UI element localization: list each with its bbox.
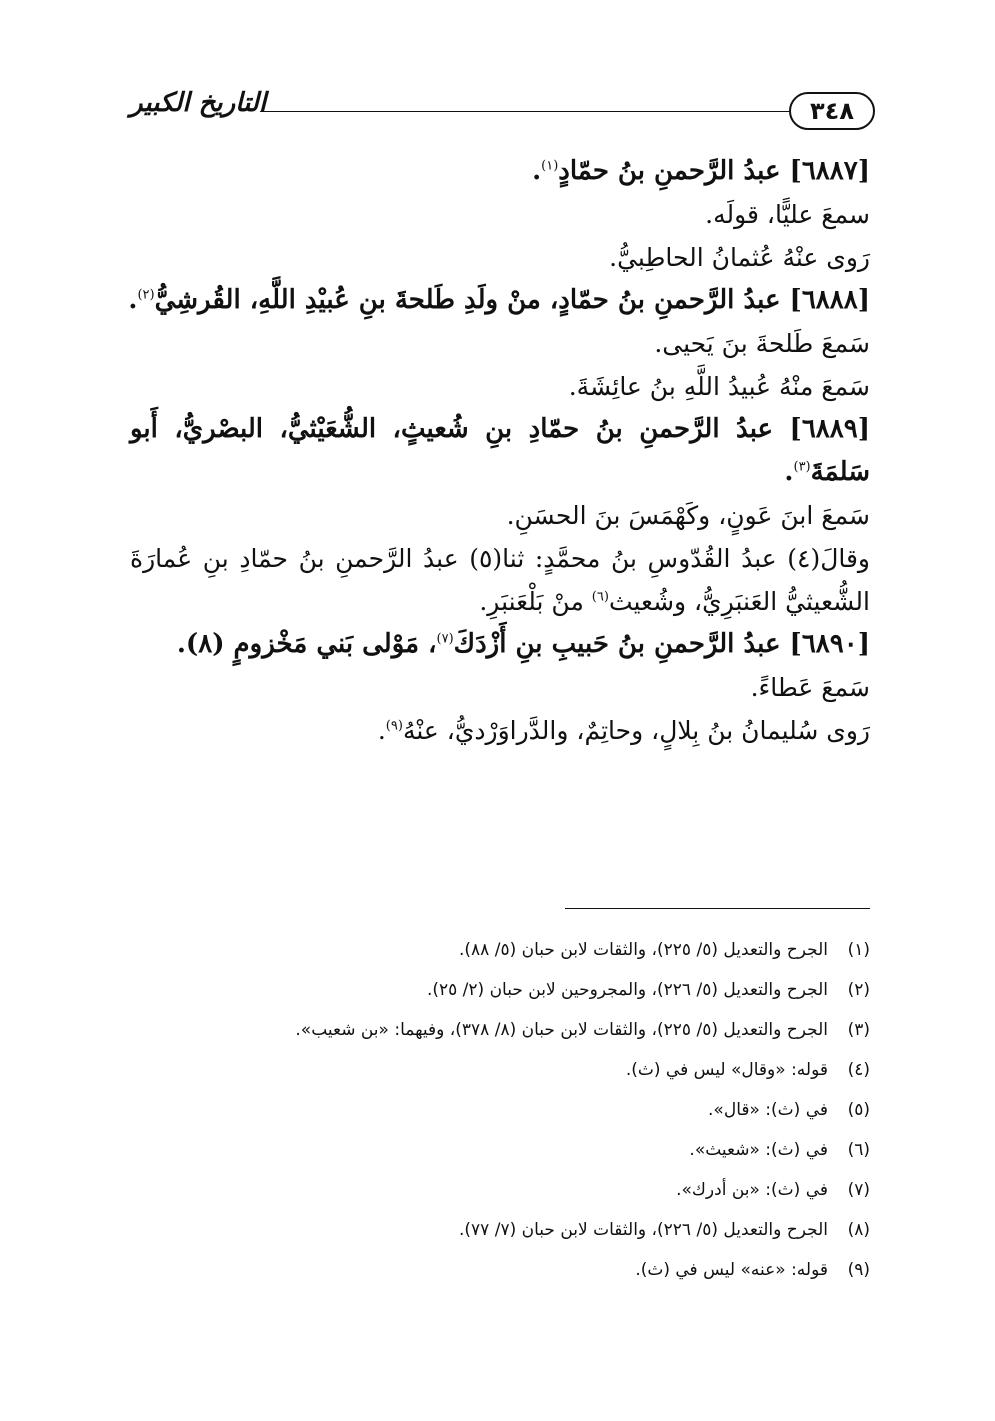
- line-tail: .: [128, 285, 138, 315]
- line-tail: منْ بَلْعَنبَرِ.: [479, 587, 592, 616]
- footnote: [130, 1210, 870, 1250]
- line-text: سَلمَةَ: [810, 457, 870, 487]
- line-text: [٦٨٨٩] عبدُ الرَّحمنِ بنُ حمّادِ بنِ شُعيثٍ، الشُّعَيْثيُّ، البصْريُّ، أَبو: [130, 414, 870, 444]
- footnote-number: (٥): [847, 1100, 870, 1120]
- line-text: سمعَ عليًّا، قولَه.: [705, 200, 870, 229]
- footnote-number: (٨): [847, 1220, 870, 1240]
- footnote-number: (٧): [847, 1180, 870, 1200]
- footnote-reference: (٦): [591, 589, 609, 605]
- book-title: التاريخ الكبير: [130, 88, 267, 118]
- footnote-number: (٢): [847, 980, 870, 1000]
- footnote-text: قوله: «وقال» ليس في (ث).: [625, 1060, 828, 1080]
- line-text: سَمعَ منْهُ عُبيدُ اللَّهِ بنُ عائِشَةَ.: [568, 372, 870, 401]
- footnote-text: الجرح والتعديل (٥/ ٢٢٥)، والثقات لابن حبان (٥/ ٨٨).: [459, 940, 828, 960]
- footnote-reference: (٢): [137, 287, 155, 303]
- line-tail: .: [532, 156, 542, 186]
- footnote: [130, 1130, 870, 1170]
- page-number-badge: [789, 92, 875, 130]
- line-text: رَوى سُليمانُ بنُ بِلالٍ، وحاتِمٌ، والدَّراوَرْديُّ، عنْهُ: [402, 716, 870, 745]
- footnote-number: (٤): [847, 1060, 870, 1080]
- footnote-number: (٩): [847, 1260, 870, 1280]
- text-line: [130, 494, 870, 537]
- line-tail: .: [784, 457, 794, 487]
- line-text: [٦٨٩٠] عبدُ الرَّحمنِ بنُ حَبيبِ بنِ أَزْدَكَ: [453, 629, 870, 659]
- text-line: [130, 709, 870, 752]
- text-line: [130, 365, 870, 408]
- footnote-text: في (ث): «شعيث».: [689, 1140, 828, 1160]
- line-text: الشُّعيثيُّ العَنبَرِيُّ، وشُعيث: [608, 587, 870, 616]
- line-text: [٦٨٨٨] عبدُ الرَّحمنِ بنُ حمّادٍ، منْ ولَدِ طَلحةَ بنِ عُبيْدِ اللَّهِ، القُرشِيُّ: [154, 285, 870, 315]
- header-rule: [260, 111, 789, 112]
- page-number: ٣٤٨: [810, 97, 854, 125]
- footnotes: [130, 930, 870, 1290]
- line-text: سَمعَ طَلحةَ بنَ يَحيى.: [654, 329, 870, 358]
- main-text: [130, 150, 870, 752]
- entry-heading-line: [130, 408, 870, 451]
- footnote: [130, 970, 870, 1010]
- footnote: [130, 1050, 870, 1090]
- page-header: [130, 86, 875, 136]
- line-tail: .: [377, 716, 386, 745]
- text-line: [130, 193, 870, 236]
- footnote-number: (٣): [847, 1020, 870, 1040]
- footnote-number: (١): [847, 940, 870, 960]
- footnote-text: قوله: «عنه» ليس في (ث).: [635, 1260, 828, 1280]
- footnote-text: في (ث): «قال».: [708, 1100, 828, 1120]
- line-text: سَمعَ عَطاءً.: [750, 673, 870, 702]
- line-text: [٦٨٨٧] عبدُ الرَّحمنِ بنُ حمّادٍ: [558, 156, 870, 186]
- footnote: [130, 930, 870, 970]
- footnote-reference: (١): [541, 158, 559, 174]
- footnote: [130, 1010, 870, 1050]
- text-line: [130, 537, 870, 580]
- line-text: رَوى عنْهُ عُثمانُ الحاطِبيُّ.: [609, 243, 870, 272]
- line-tail: ، مَوْلى بَني مَخْزومٍ (٨).: [176, 629, 437, 659]
- line-text: وقالَ(٤) عبدُ القُدّوسِ بنُ محمَّدٍ: ثنا(٥) عبدُ الرَّحمنِ بنُ حمّادِ بنِ عُمارَةَ: [130, 544, 870, 573]
- footnote-reference: (٣): [793, 459, 811, 475]
- footnote: [130, 1170, 870, 1210]
- entry-heading-line: [130, 451, 870, 494]
- text-line: [130, 666, 870, 709]
- footnote-reference: (٧): [436, 631, 454, 647]
- footnote-text: في (ث): «بن أدرك».: [676, 1180, 828, 1200]
- footnote-reference: (٩): [385, 718, 403, 734]
- footnote-text: الجرح والتعديل (٥/ ٢٢٦)، والمجروحين لابن حبان (٢/ ٢٥).: [426, 980, 828, 1000]
- text-line: [130, 322, 870, 365]
- footnote: [130, 1090, 870, 1130]
- entry-heading-line: [130, 623, 870, 666]
- text-line: [130, 580, 870, 623]
- footnote-separator: [565, 908, 870, 909]
- entry-heading-line: [130, 279, 870, 322]
- footnote-number: (٦): [847, 1140, 870, 1160]
- footnote-text: الجرح والتعديل (٥/ ٢٢٦)، والثقات لابن حبان (٧/ ٧٧).: [459, 1220, 828, 1240]
- footnote: [130, 1250, 870, 1290]
- entry-heading-line: [130, 150, 870, 193]
- text-line: [130, 236, 870, 279]
- line-text: سَمعَ ابنَ عَونٍ، وكَهْمَسَ بنَ الحسَنِ.: [506, 501, 870, 530]
- footnote-text: الجرح والتعديل (٥/ ٢٢٥)، والثقات لابن حبان (٨/ ٣٧٨)، وفيهما: «بن شعيب».: [295, 1020, 828, 1040]
